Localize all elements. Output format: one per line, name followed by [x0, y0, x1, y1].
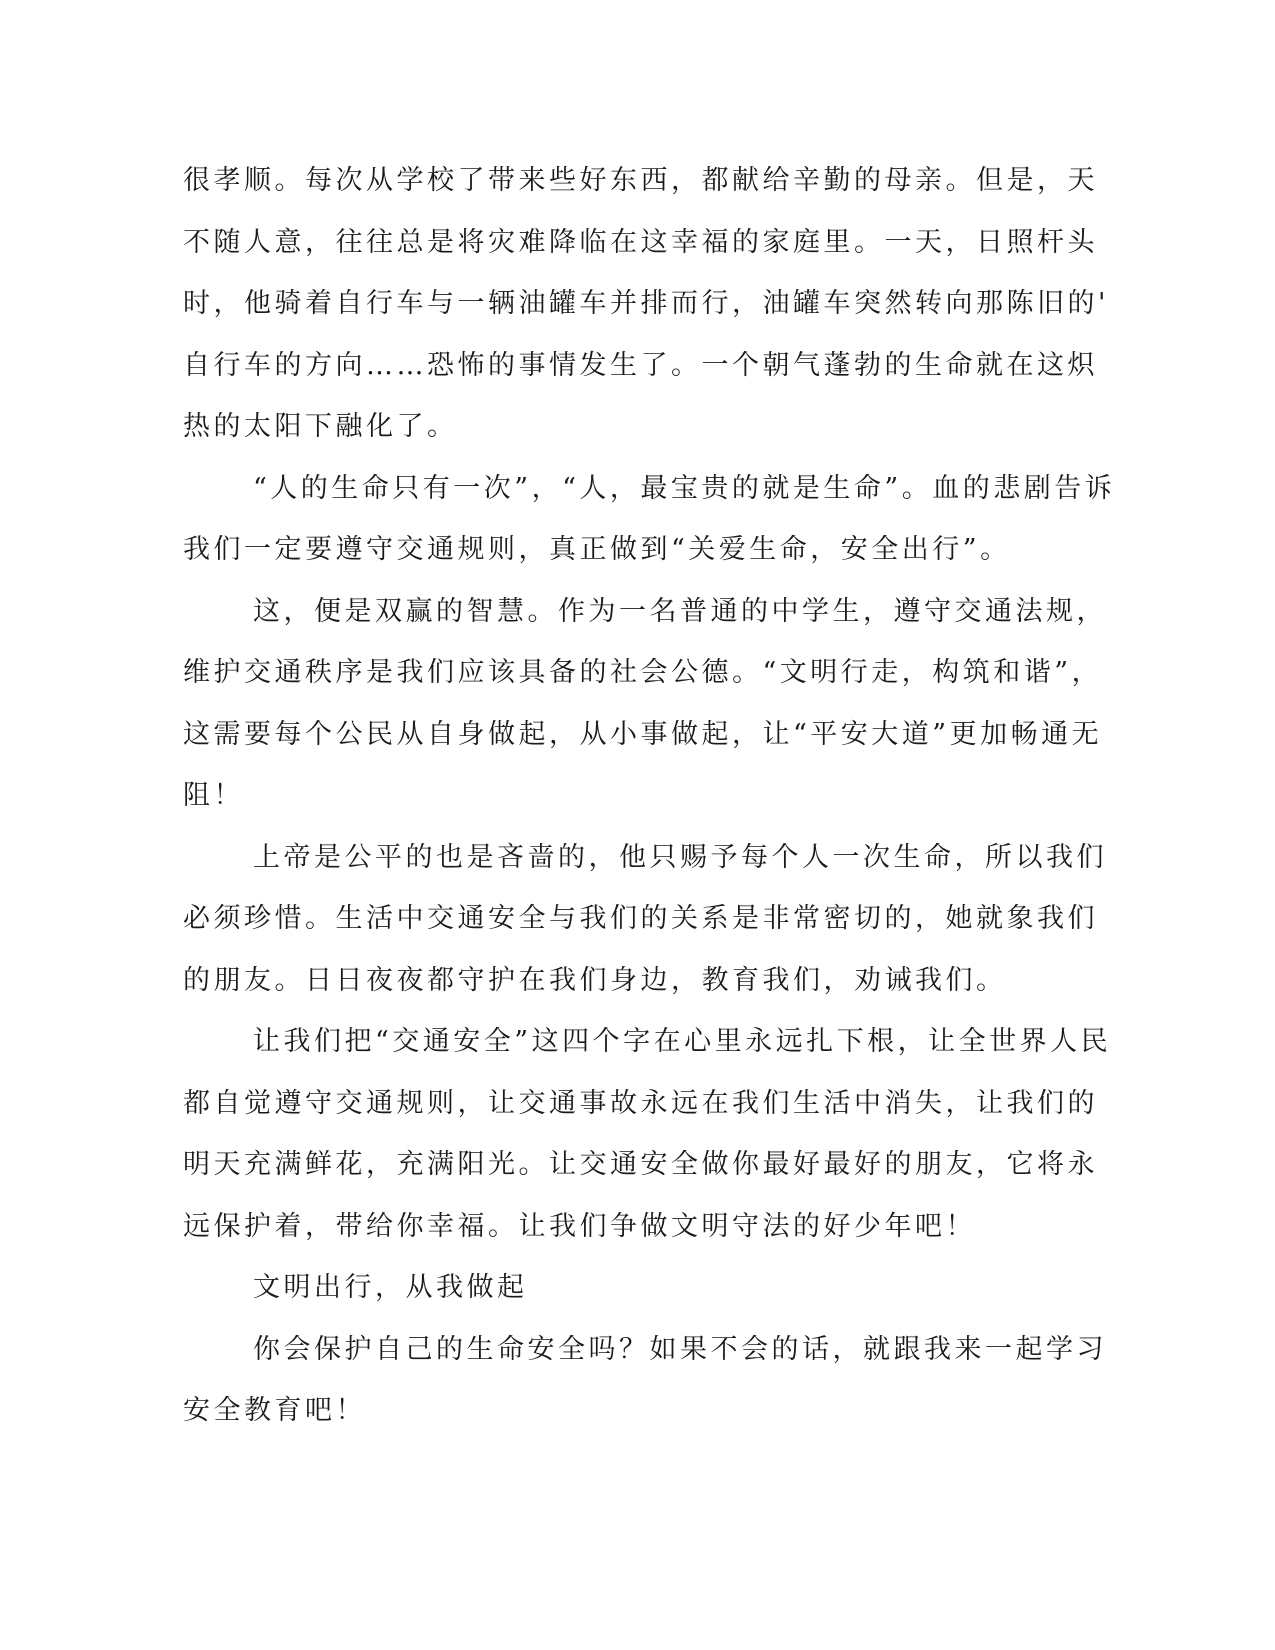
paragraph-start-line: 上帝是公平的也是吝啬的，他只赐予每个人一次生命，所以我们: [253, 841, 1107, 873]
paragraph-start-line: “人的生命只有一次”，“人，最宝贵的就是生命”。血的悲剧告诉: [253, 472, 1116, 504]
text-line: 安全教育吧！: [183, 1395, 366, 1426]
text-line: 很孝顺。每次从学校了带来些好东西，都献给辛勤的母亲。但是，天: [183, 165, 1098, 196]
text-line: 我们一定要遵守交通规则，真正做到“关爱生命，安全出行”。: [183, 534, 1011, 565]
document-body: [183, 150, 1116, 1442]
paragraph-start-line: 这，便是双赢的智慧。作为一名普通的中学生，遵守交通法规，: [253, 595, 1107, 627]
text-line: 明天充满鲜花，充满阳光。让交通安全做你最好最好的朋友，它将永: [183, 1149, 1098, 1180]
text-line: 维护交通秩序是我们应该具备的社会公德。“文明行走，构筑和谐”，: [183, 657, 1103, 688]
paragraph-start-line: 你会保护自己的生命安全吗？如果不会的话，就跟我来一起学习: [253, 1333, 1107, 1365]
text-line: 远保护着，带给你幸福。让我们争做文明守法的好少年吧！: [183, 1210, 976, 1242]
paragraph-start-line: 让我们把“交通安全”这四个字在心里永远扎下根，让全世界人民: [253, 1026, 1112, 1057]
text-line: 这需要每个公民从自身做起，从小事做起，让“平安大道”更加畅通无: [183, 718, 1103, 750]
text-line: 都自觉遵守交通规则，让交通事故永远在我们生活中消失，让我们的: [183, 1087, 1098, 1119]
text-line: 自行车的方向……恐怖的事情发生了。一个朝气蓬勃的生命就在这炽: [183, 349, 1098, 381]
text-line: 时，他骑着自行车与一辆油罐车并排而行，油罐车突然转向那陈旧的': [183, 288, 1109, 319]
text-line: 的朋友。日日夜夜都守护在我们身边，教育我们，劝诫我们。: [183, 964, 1007, 996]
text-line: 阻！: [183, 780, 244, 811]
section-heading: 文明出行，从我做起: [253, 1272, 528, 1303]
text-line: 不随人意，往往总是将灾难降临在这幸福的家庭里。一天，日照杆头: [183, 226, 1098, 258]
text-line: 必须珍惜。生活中交通安全与我们的关系是非常密切的，她就象我们: [183, 903, 1098, 934]
text-line: 热的太阳下融化了。: [183, 411, 458, 442]
